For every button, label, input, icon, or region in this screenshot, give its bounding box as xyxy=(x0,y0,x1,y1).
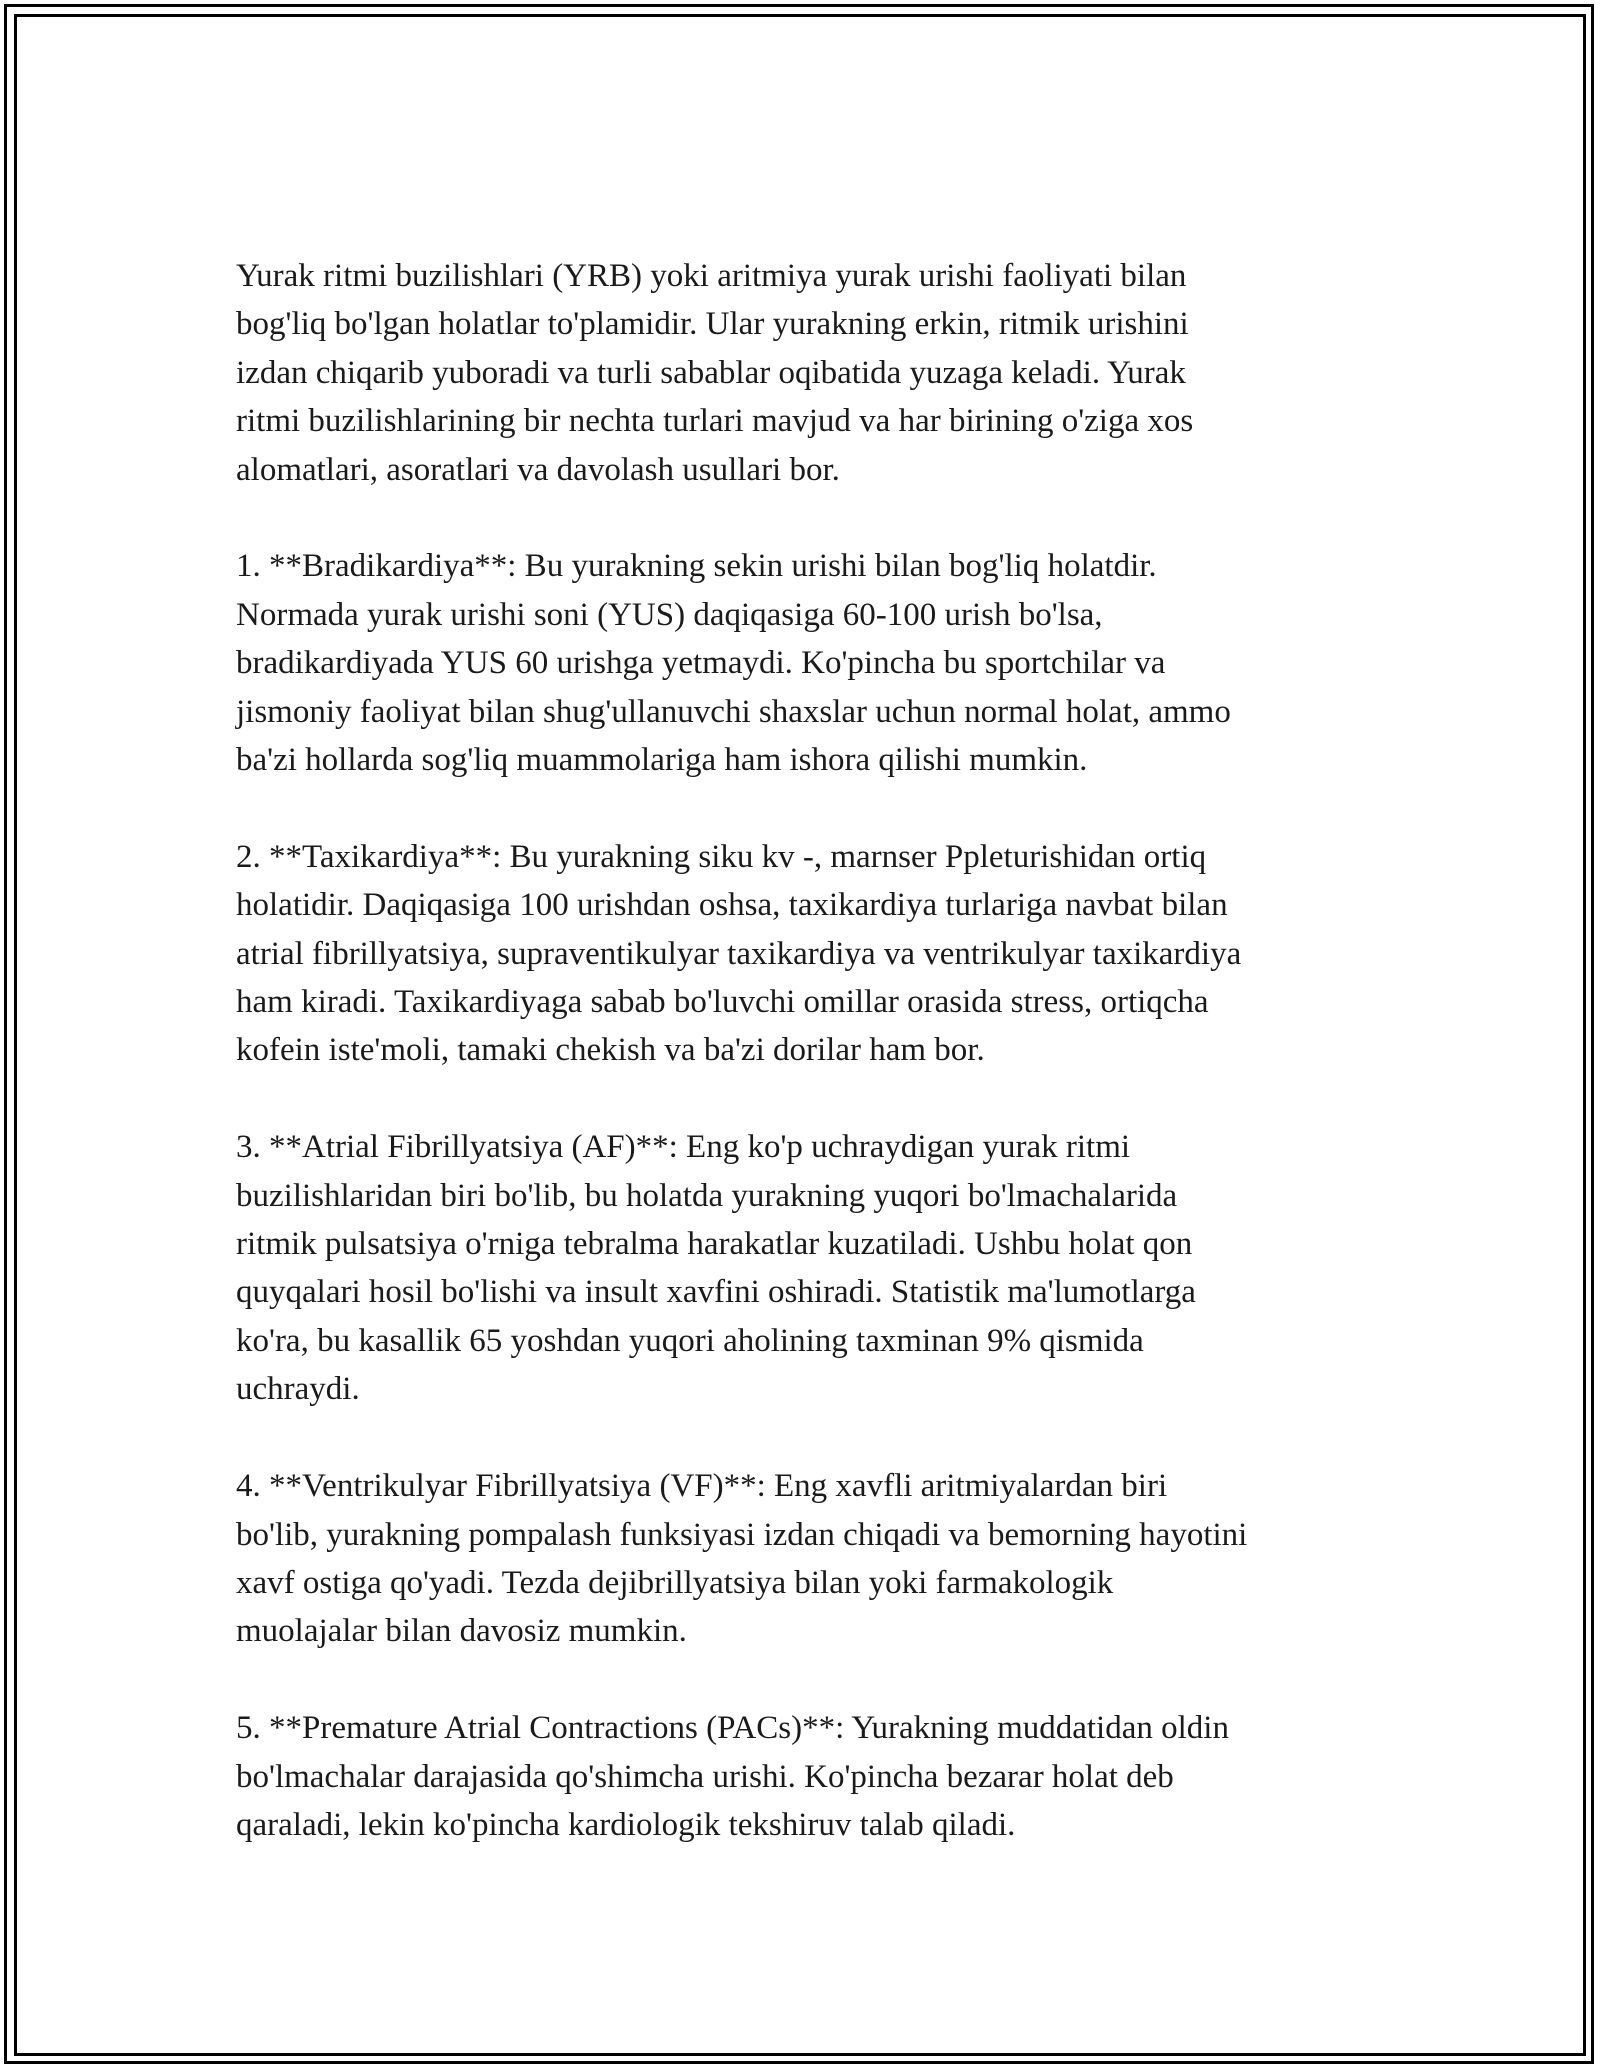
intro-paragraph: Yurak ritmi buzilishlari (YRB) yoki aritmiya yurak urishi faoliyati bilan bog'liq bo'lgan holatlar to'plamidir. Ular yurakning erkin, ritmik urishini izdan chiqarib yuboradi va turli sabablar oqibatida yuzaga keladi. Yurak ritmi buzilishlarining bir nechta turlari mavjud va har birining o'ziga xos alomatlari, asoratlari va davolash usullari bor. xyxy=(236,258,1194,488)
item-premature-atrial-contractions: 5. **Premature Atrial Contractions (PACs)**: Yurakning muddatidan oldin bo'lmachalar darajasida qo'shimcha urishi. Ko'pincha bezarar holat deb qaraladi, lekin ko'pincha kardiologik tekshiruv talab qiladi. xyxy=(236,1710,1229,1843)
item-ventrikulyar-fibrillyatsiya: 4. **Ventrikulyar Fibrillyatsiya (VF)**: Eng xavfli aritmiyalardan biri bo'lib, yurakning pompalash funksiyasi izdan chiqadi va bemorning hayotini xavf ostiga qo'yadi. Tezda dejibrillyatsiya bilan yoki farmakologik muolajalar bilan davosiz mumkin. xyxy=(236,1468,1248,1650)
document-body xyxy=(236,252,1366,1849)
item-taxikardiya: 2. **Taxikardiya**: Bu yurakning siku kv -, marnser Ppleturishidan ortiq holatidir. Daqiqasiga 100 urishdan oshsa, taxikardiya turlariga navbat bilan atrial fibrillyatsiya, supraventikulyar taxikardiya va ventrikulyar taxikardiya ham kiradi. Taxikardiyaga sabab bo'luvchi omillar orasida stress, ortiqcha kofein iste'moli, tamaki chekish va ba'zi dorilar ham bor. xyxy=(236,838,1242,1069)
item-atrial-fibrillyatsiya: 3. **Atrial Fibrillyatsiya (AF)**: Eng ko'p uchraydigan yurak ritmi buzilishlaridan biri bo'lib, bu holatda yurakning yuqori bo'lmachalarida ritmik pulsatsiya o'rniga tebralma harakatlar kuzatiladi. Ushbu holat qon quyqalari hosil bo'lishi va insult xavfini oshiradi. Statistik ma'lumotlarga ko'ra, bu kasallik 65 yoshdan yuqori aholining taxminan 9% qismida uchraydi. xyxy=(236,1129,1196,1408)
item-bradikardiya: 1. **Bradikardiya**: Bu yurakning sekin urishi bilan bog'liq holatdir. Normada yurak urishi soni (YUS) daqiqasiga 60-100 urish bo'lsa, bradikardiyada YUS 60 urishga yetmaydi. Ko'pincha bu sportchilar va jismoniy faoliyat bilan shug'ullanuvchi shaxslar uchun normal holat, ammo ba'zi hollarda sog'liq muammolariga ham ishora qilishi mumkin. xyxy=(236,548,1231,779)
